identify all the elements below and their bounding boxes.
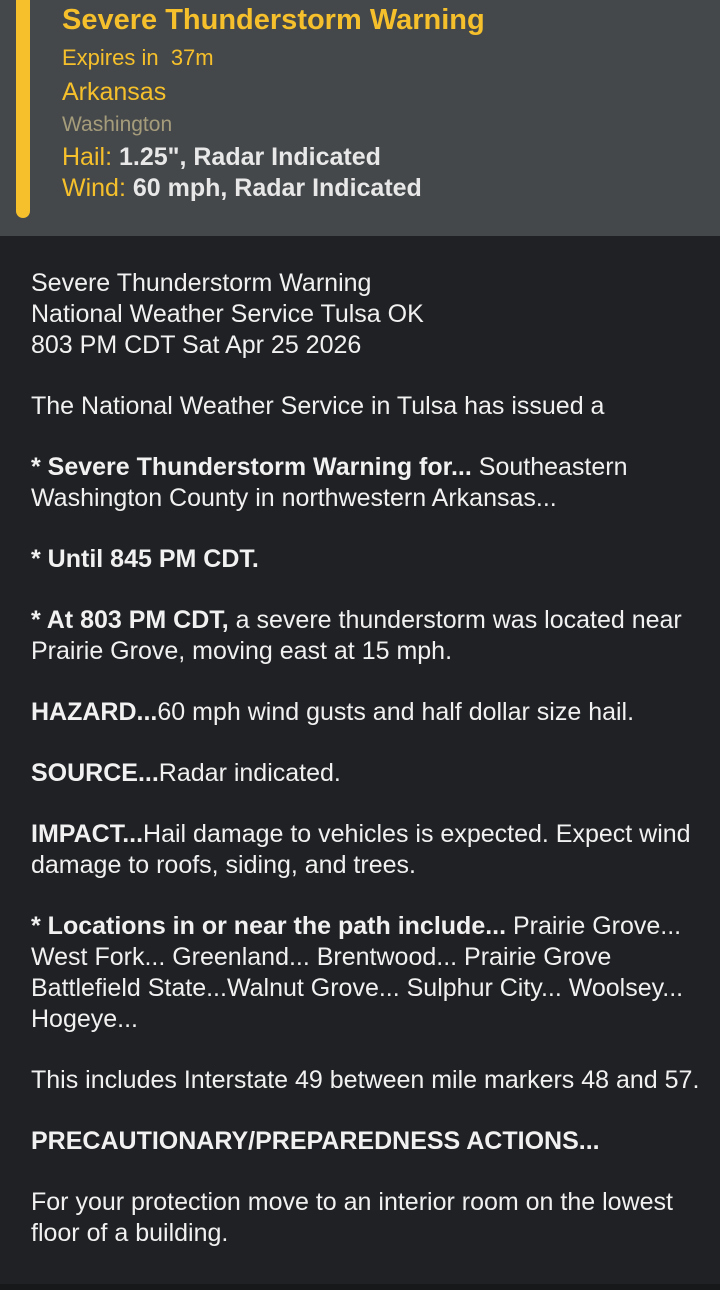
source-paragraph (31, 758, 701, 789)
bottom-divider (0, 1284, 720, 1290)
hail-info (62, 143, 381, 172)
until-paragraph (31, 544, 701, 575)
locations-label: * Locations in or near the path include... (31, 912, 507, 940)
expires-label: Expires in 37m (62, 45, 214, 70)
at-paragraph (31, 605, 701, 667)
alert-message-body (31, 268, 701, 1279)
alert-title: Severe Thunderstorm Warning (62, 4, 485, 36)
interstate-paragraph: This includes Interstate 49 between mile markers 48 and 57. (31, 1066, 700, 1094)
headline-line-2: National Weather Service Tulsa OK (31, 300, 424, 328)
precaution-label: PRECAUTIONARY/PREPAREDNESS ACTIONS... (31, 1127, 600, 1155)
headline-line-1: Severe Thunderstorm Warning (31, 269, 372, 297)
headline-line-3: 803 PM CDT Sat Apr 25 2026 (31, 331, 362, 359)
protection-paragraph: For your protection move to an interior room on the lowest floor of a building. (31, 1188, 673, 1247)
at-text: a severe thunderstorm was located near Prairie Grove, moving east at 15 mph. (31, 606, 682, 665)
issued-statement: The National Weather Service in Tulsa has issued a (31, 392, 605, 420)
wind-label: Wind: (62, 174, 133, 202)
alert-header[interactable] (0, 0, 720, 236)
hail-label: Hail: (62, 143, 119, 171)
locations-text: Prairie Grove... West Fork... Greenland... Brentwood... Prairie Grove Battlefield State...Walnut Grove... Sulphur City... Woolsey... Hogeye... (31, 912, 684, 1033)
impact-label: IMPACT... (31, 820, 144, 848)
locations-paragraph (31, 911, 701, 1035)
warning-for-label: * Severe Thunderstorm Warning for... (31, 453, 472, 481)
hazard-text: 60 mph wind gusts and half dollar size hail. (157, 698, 635, 726)
source-label: SOURCE... (31, 759, 159, 787)
alert-county: Washington (62, 113, 173, 136)
hazard-paragraph (31, 697, 701, 728)
alert-state: Arkansas (62, 78, 167, 106)
hail-value: 1.25", Radar Indicated (118, 143, 381, 171)
wind-value: 60 mph, Radar Indicated (132, 174, 422, 202)
at-label: * At 803 PM CDT, (31, 606, 229, 634)
impact-paragraph (31, 819, 701, 881)
wind-info (62, 174, 422, 203)
warning-for-text: Southeastern Washington County in northwestern Arkansas... (31, 453, 628, 512)
precaution-heading (31, 1126, 701, 1157)
until-label: * Until 845 PM CDT. (31, 545, 259, 573)
severity-accent-bar (16, 0, 30, 218)
message-headline (31, 268, 701, 361)
source-text: Radar indicated. (158, 759, 341, 787)
warning-for-paragraph (31, 452, 701, 514)
impact-text: Hail damage to vehicles is expected. Expect wind damage to roofs, siding, and trees. (31, 820, 691, 879)
hazard-label: HAZARD... (31, 698, 158, 726)
